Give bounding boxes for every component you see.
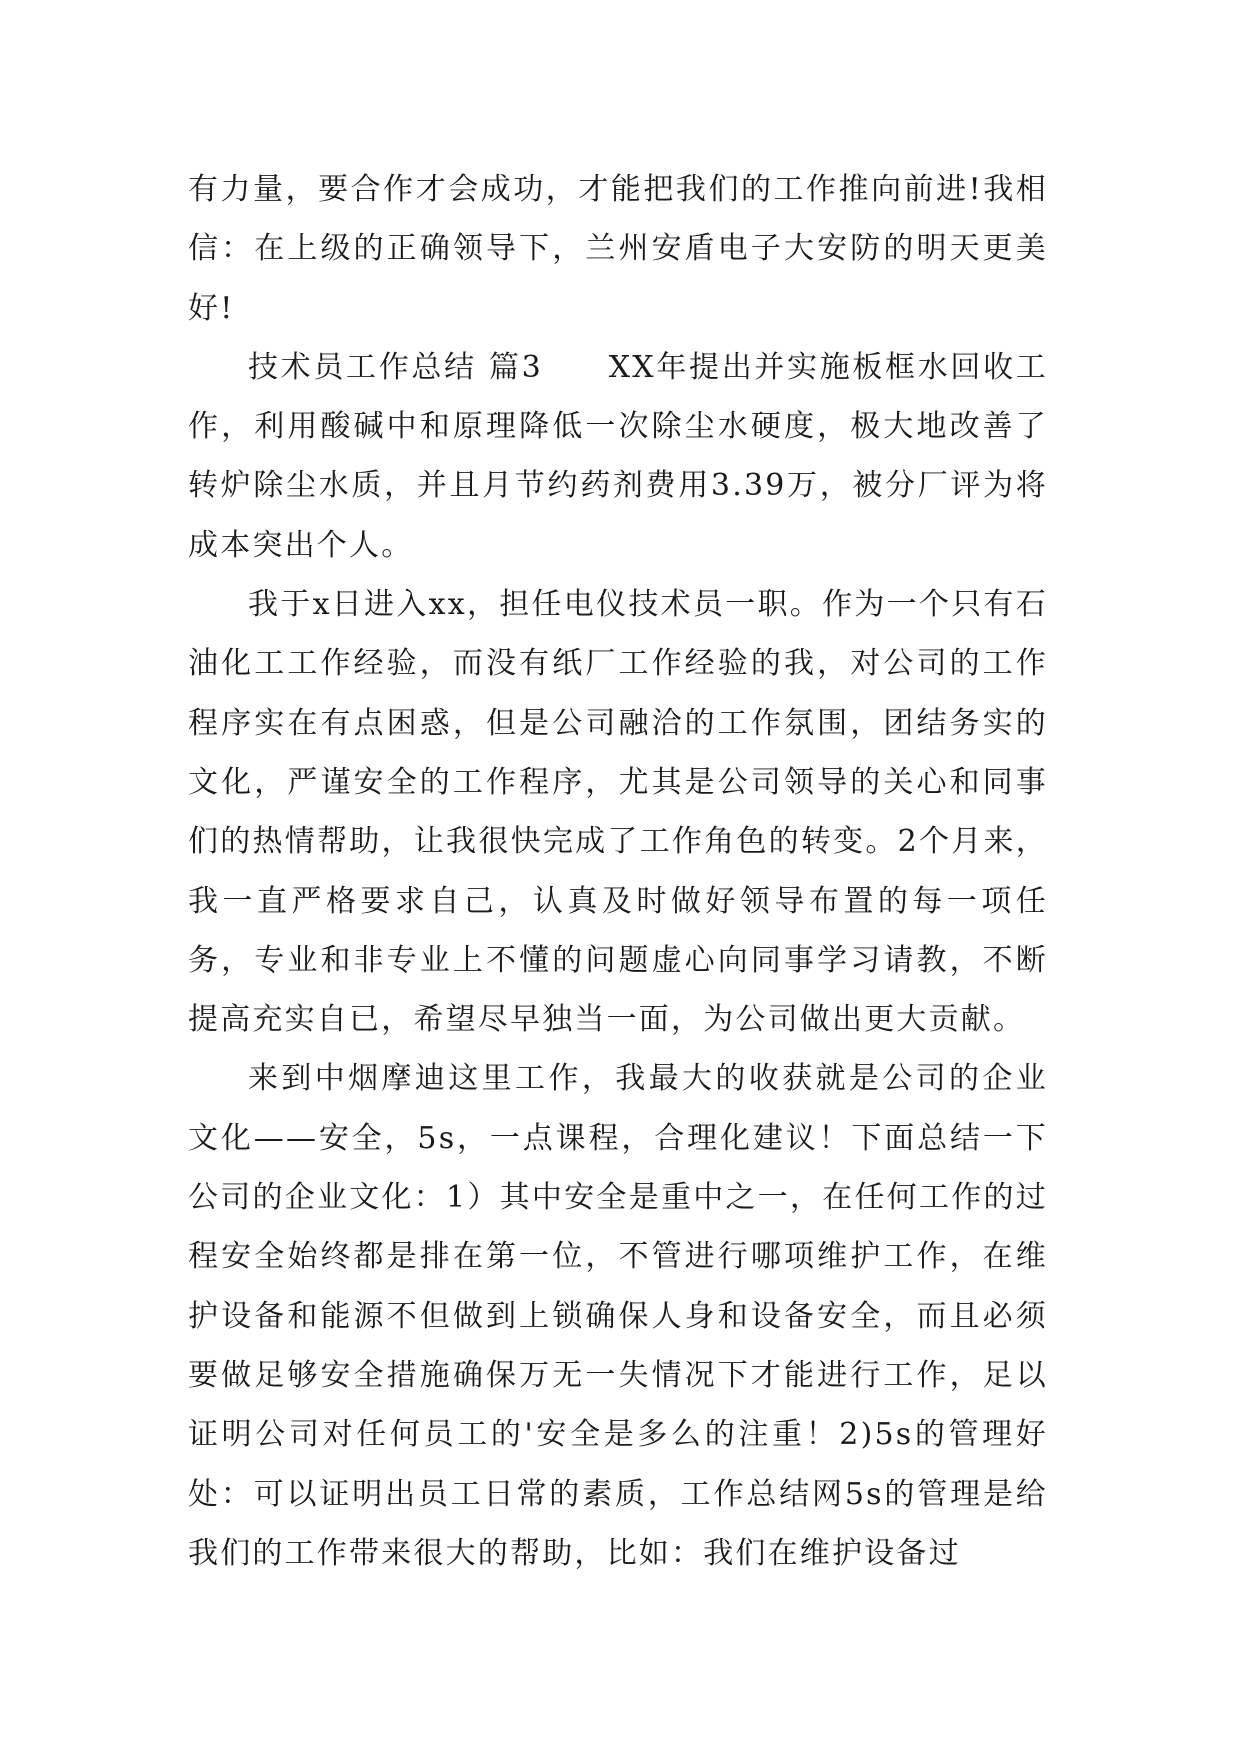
paragraph-section-3-intro: 技术员工作总结 篇3 XX年提出并实施板框水回收工作，利用酸碱中和原理降低一次除尘水硬度，极大地改善了转炉除尘水质，并且月节约药剂费用3.39万，被分厂评为将成本突出个人。 (188, 349, 1048, 563)
paragraph-experience: 我于x日进入xx，担任电仪技术员一职。作为一个只有石油化工工作经验，而没有纸厂工作经验的我，对公司的工作程序实在有点困惑，但是公司融洽的工作氛围，团结务实的文化，严谨安全的工作程序，尤其是公司领导的关心和同事们的热情帮助，让我很快完成了工作角色的转变。2个月来，我一直严格要求自己，认真及时做好领导布置的每一项任务，专业和非专业上不懂的问题虚心向同事学习请教，不断提高充实自已，希望尽早独当一面，为公司做出更大贡献。 (188, 587, 1048, 1038)
paragraph-company-culture: 来到中烟摩迪这里工作，我最大的收获就是公司的企业文化——安全，5s，一点课程，合理化建议！下面总结一下公司的企业文化：1）其中安全是重中之一，在任何工作的过程安全始终都是排在第一位，不管进行哪项维护工作，在维护设备和能源不但做到上锁确保人身和设备安全，而且必须要做足够安全措施确保万无一失情况下才能进行工作，足以证明公司对任何员工的'安全是多么的注重！2)5s的管理好处：可以证明出员工日常的素质，工作总结网5s的管理是给我们的工作带来很大的帮助，比如：我们在维护设备过 (188, 1061, 1048, 1571)
paragraph-closing: 有力量，要合作才会成功，才能把我们的工作推向前进!我相信：在上级的正确领导下，兰州安盾电子大安防的明天更美好! (188, 172, 1048, 326)
document-body (188, 160, 1048, 1583)
